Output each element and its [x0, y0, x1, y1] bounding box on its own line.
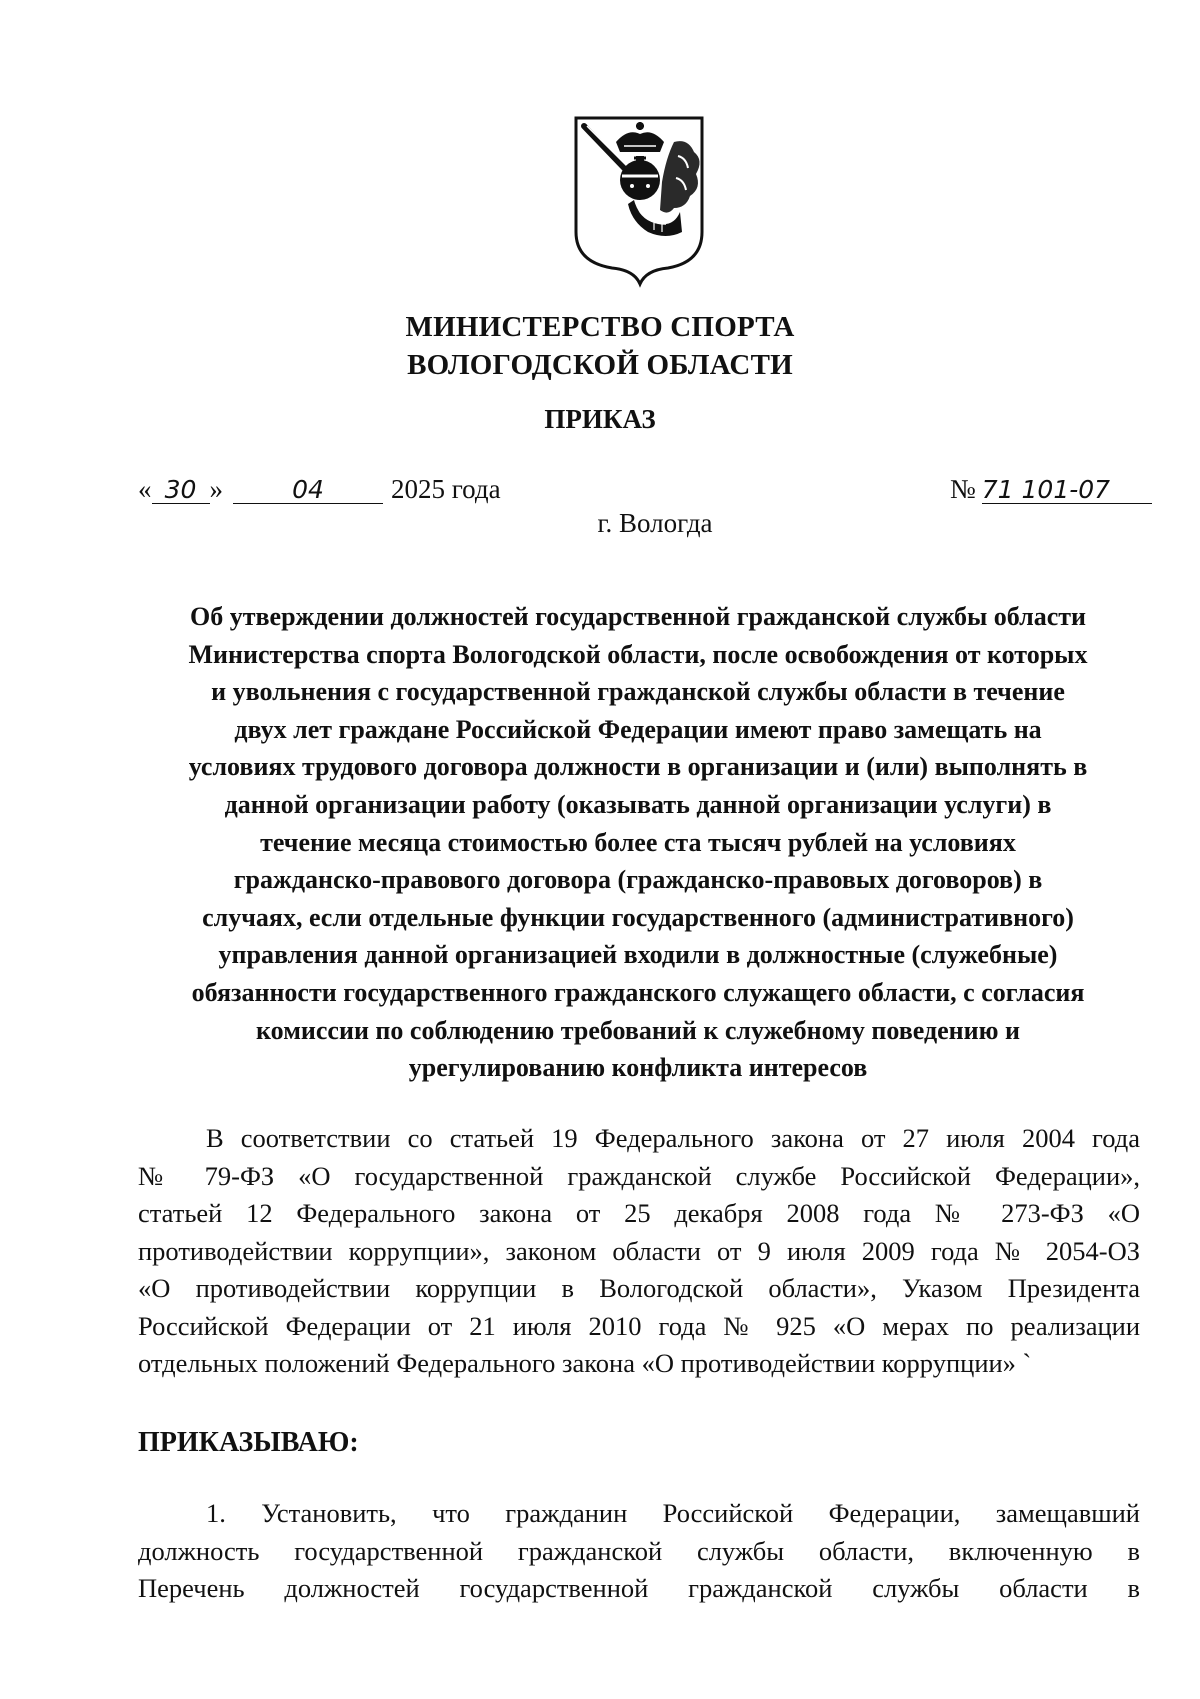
preamble-line: противодействии коррупции», законом области от 9 июля 2009 года № 2054-ОЗ: [138, 1235, 1140, 1266]
heading-line: Министерства спорта Вологодской области, после освобождения от которых: [188, 639, 1088, 669]
date-year: 2025 года: [391, 474, 501, 504]
preamble-line: отдельных положений Федерального закона «О противодействии коррупции» `: [138, 1348, 1032, 1378]
point-1-line: должность государственной гражданской службы области, включенную в: [138, 1535, 1140, 1566]
order-date: [138, 472, 501, 506]
heading-line: течение месяца стоимостью более ста тысяч рублей на условиях: [260, 827, 1016, 857]
date-close-quote: »: [209, 474, 223, 504]
heading-line: управления данной организацией входили в должностные (служебные): [218, 940, 1058, 970]
heading-line: данной организации работу (оказывать данной организации услуги) в: [224, 789, 1052, 819]
order-number-label: №: [950, 474, 976, 504]
preamble-paragraph: [138, 1120, 1140, 1383]
document-type-title: ПРИКАЗ: [544, 404, 656, 434]
date-day-handwritten: 30: [152, 477, 210, 504]
ministry-name-line2: ВОЛОГОДСКОЙ ОБЛАСТИ: [407, 349, 793, 381]
order-number: [950, 472, 1152, 506]
issue-city: г. Вологда: [597, 508, 713, 538]
heading-line: случаях, если отдельные функции государственного (административного): [202, 902, 1074, 932]
date-month-handwritten: 04: [233, 477, 383, 504]
order-number-handwritten: 71 101-07: [982, 477, 1152, 504]
heading-line: и увольнения с государственной гражданской службы области в течение: [211, 677, 1065, 707]
heading-line: комиссии по соблюдению требований к служебному поведению и: [256, 1015, 1020, 1045]
preamble-line: В соответствии со статьей 19 Федерального закона от 27 июля 2004 года: [206, 1123, 1140, 1153]
point-1-line: Перечень должностей государственной гражданской службы области в: [138, 1573, 1140, 1603]
decree-keyword: ПРИКАЗЫВАЮ:: [138, 1427, 359, 1458]
ministry-name-line1: МИНИСТЕРСТВО СПОРТА: [405, 311, 795, 343]
heading-line: урегулированию конфликта интересов: [408, 1053, 868, 1083]
heading-line: гражданско-правового договора (гражданско-правовых договоров) в: [233, 865, 1043, 895]
heading-line: обязанности государственного гражданского служащего области, с согласия: [191, 977, 1085, 1007]
preamble-line: «О противодействии коррупции в Вологодской области», Указом Президента: [138, 1273, 1140, 1303]
date-open-quote: «: [138, 474, 152, 504]
preamble-line: статьей 12 Федерального закона от 25 декабря 2008 года № 273-ФЗ «О: [138, 1198, 1140, 1228]
order-heading: [138, 598, 1138, 1087]
point-1-line: 1. Установить, что гражданин Российской Федерации, замещавший: [206, 1498, 1140, 1528]
heading-line: Об утверждении должностей государственной гражданской службы области: [190, 602, 1086, 631]
preamble-line: Российской Федерации от 21 июля 2010 года № 925 «О мерах по реализации: [138, 1310, 1140, 1341]
heading-line: условиях трудового договора должности в организации и (или) выполнять в: [188, 752, 1088, 782]
heading-line: двух лет граждане Российской Федерации имеют право замещать на: [234, 714, 1042, 744]
preamble-line: № 79-ФЗ «О государственной гражданской службе Российской Федерации»,: [138, 1160, 1140, 1191]
point-1-paragraph: [138, 1495, 1140, 1608]
vologda-coat-of-arms-emblem: [570, 112, 708, 290]
